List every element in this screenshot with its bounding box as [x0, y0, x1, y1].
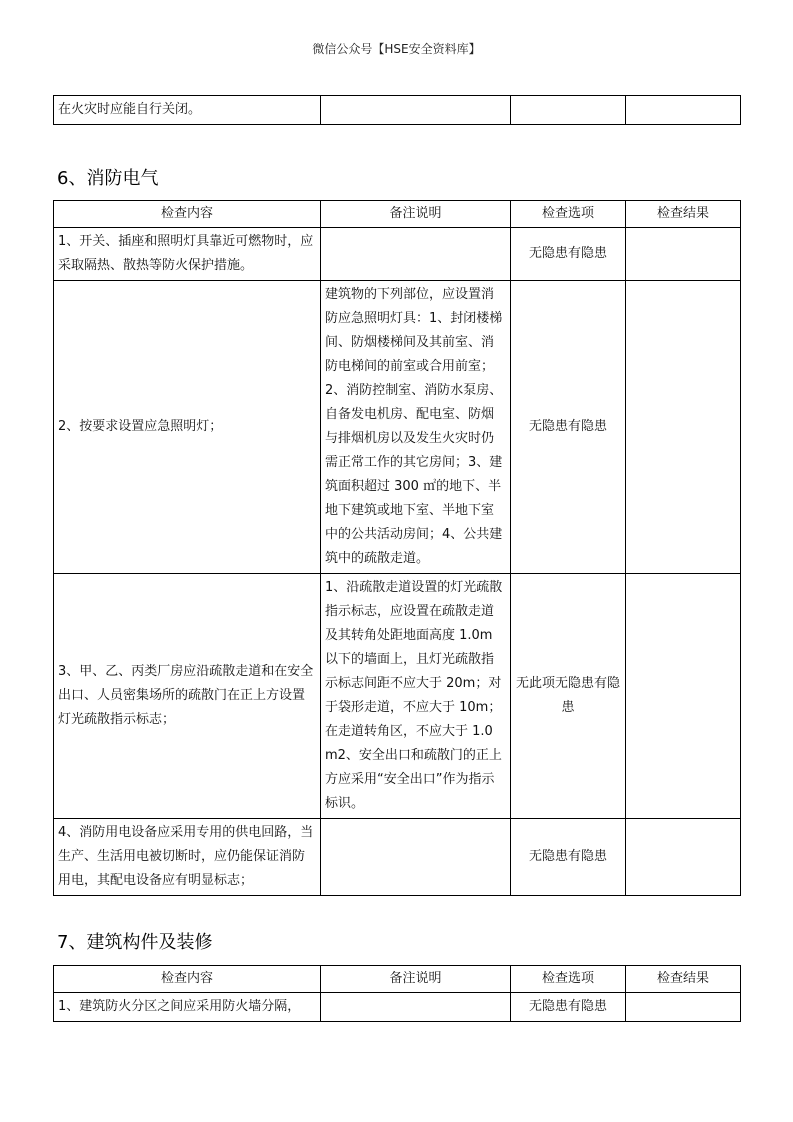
- table-row: [54, 574, 741, 819]
- table-header-row: [54, 201, 741, 228]
- check-content-cell: 4、消防用电设备应采用专用的供电回路，当生产、生活用电被切断时，应仍能保证消防用电，其配电设备应有明显标志；: [54, 819, 321, 896]
- column-header: 备注说明: [321, 201, 511, 228]
- table-header-row: [54, 966, 741, 993]
- table-row: [54, 993, 741, 1022]
- option-cell[interactable]: [511, 96, 626, 125]
- note-cell: 1、沿疏散走道设置的灯光疏散指示标志，应设置在疏散走道及其转角处距地面高度 1.0m 以下的墙面上，且灯光疏散指示标志间距不应大于 20m；对于袋形走道，不应大于 10m；在走道转角区，不应大于 1.0 m2、安全出口和疏散门的正上方应采用“安全出口”作为指示标识。: [321, 574, 511, 819]
- note-cell: [321, 96, 511, 125]
- check-content-cell: 3、甲、乙、丙类厂房应沿疏散走道和在安全出口、人员密集场所的疏散门在正上方设置灯光疏散指示标志；: [54, 574, 321, 819]
- result-cell[interactable]: [626, 993, 741, 1022]
- continuation-table: [53, 95, 741, 125]
- page-header: 微信公众号【HSE安全资料库】: [312, 42, 481, 56]
- check-content-cell: 1、建筑防火分区之间应采用防火墙分隔，: [54, 993, 321, 1022]
- column-header: 检查结果: [626, 966, 741, 993]
- column-header: 检查内容: [54, 966, 321, 993]
- electrical-check-table: [53, 200, 741, 896]
- result-cell[interactable]: [626, 281, 741, 574]
- section-title-building-components: 7、建筑构件及装修: [57, 932, 213, 953]
- table-row: [54, 96, 741, 125]
- result-cell[interactable]: [626, 228, 741, 281]
- check-content-cell: 2、按要求设置应急照明灯；: [54, 281, 321, 574]
- check-content-cell: 在火灾时应能自行关闭。: [54, 96, 321, 125]
- table-row: [54, 819, 741, 896]
- column-header: 检查内容: [54, 201, 321, 228]
- table-row: [54, 228, 741, 281]
- option-cell[interactable]: 无隐患有隐患: [511, 228, 626, 281]
- note-cell: 建筑物的下列部位，应设置消防应急照明灯具：1、封闭楼梯间、防烟楼梯间及其前室、消防电梯间的前室或合用前室；2、消防控制室、消防水泵房、自备发电机房、配电室、防烟与排烟机房以及发生火灾时仍需正常工作的其它房间；3、建筑面积超过 300 ㎡的地下、半地下建筑或地下室、半地下室中的公共活动房间；4、公共建筑中的疏散走道。: [321, 281, 511, 574]
- check-content-cell: 1、开关、插座和照明灯具靠近可燃物时，应采取隔热、散热等防火保护措施。: [54, 228, 321, 281]
- column-header: 备注说明: [321, 966, 511, 993]
- result-cell[interactable]: [626, 574, 741, 819]
- option-cell[interactable]: 无此项无隐患有隐患: [511, 574, 626, 819]
- option-cell[interactable]: 无隐患有隐患: [511, 281, 626, 574]
- option-cell[interactable]: 无隐患有隐患: [511, 819, 626, 896]
- note-cell: [321, 228, 511, 281]
- note-cell: [321, 819, 511, 896]
- table-row: [54, 281, 741, 574]
- option-cell[interactable]: 无隐患有隐患: [511, 993, 626, 1022]
- building-components-check-table: [53, 965, 741, 1022]
- column-header: 检查选项: [511, 201, 626, 228]
- result-cell[interactable]: [626, 819, 741, 896]
- column-header: 检查选项: [511, 966, 626, 993]
- section-title-electrical: 6、消防电气: [57, 168, 159, 189]
- note-cell: [321, 993, 511, 1022]
- result-cell[interactable]: [626, 96, 741, 125]
- column-header: 检查结果: [626, 201, 741, 228]
